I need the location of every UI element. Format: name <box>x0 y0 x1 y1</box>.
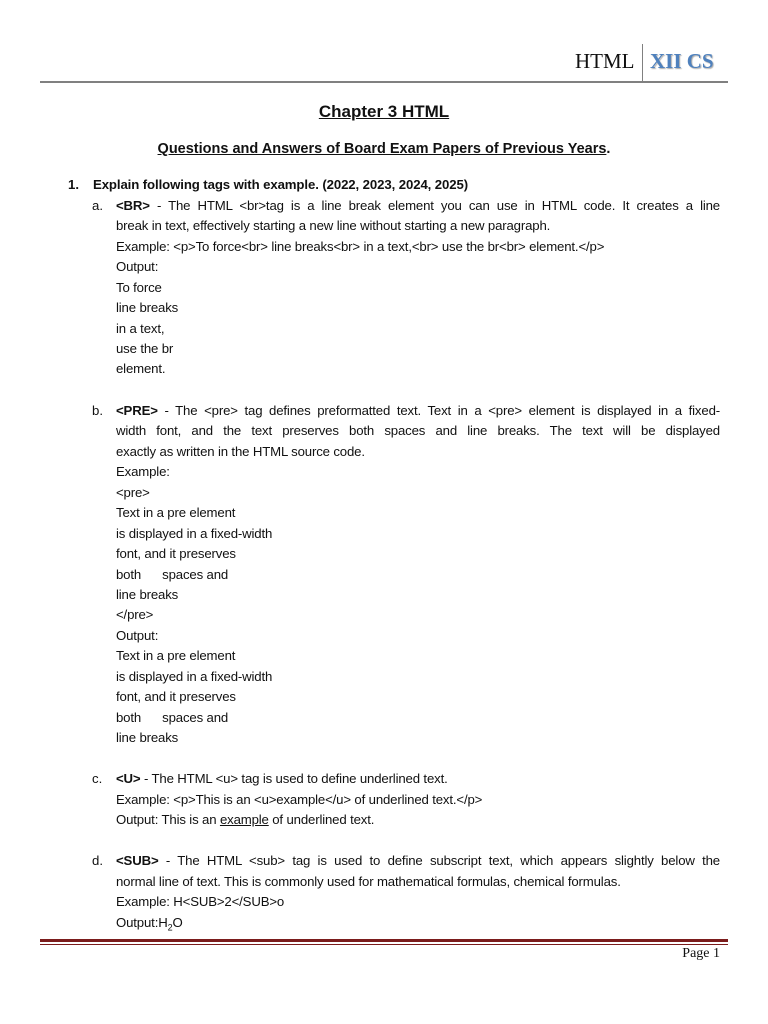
item-label: d. <box>92 853 103 868</box>
output-subscript: 2 <box>167 922 173 933</box>
item-line: Text in a pre element <box>116 505 236 520</box>
item-tag: <BR> <box>116 198 150 213</box>
item-output <box>116 810 720 830</box>
item-text: - The HTML <br>tag is a line break element you can use in HTML code. It creates a line <box>149 198 720 213</box>
item-line: Example: H<SUB>2</SUB>o <box>116 894 285 909</box>
item-line: To force <box>116 280 162 295</box>
item-label: c. <box>92 771 103 786</box>
item-line: in a text, <box>116 321 165 336</box>
item-tag: <PRE> <box>116 403 158 418</box>
header-divider <box>642 44 643 82</box>
item-text: - The <pre> tag defines preformatted text. Text in a <pre> element is displayed in a fixed- <box>157 403 720 418</box>
item-line: Example: <box>116 464 170 479</box>
item-line <box>116 196 720 216</box>
item-line: exactly as written in the HTML source code. <box>116 444 365 459</box>
item-line: Example: <p>To force<br> line breaks<br> in a text,<br> use the br<br> element.</p> <box>116 239 605 254</box>
output-prefix: Output: This is an <box>116 812 220 827</box>
question-number: 1. <box>68 177 79 192</box>
output-suffix: O <box>172 915 183 930</box>
item-line: Example: <p>This is an <u>example</u> of underlined text.</p> <box>116 792 483 807</box>
item-line: line breaks <box>116 730 179 745</box>
item-line: element. <box>116 361 166 376</box>
item-line <box>116 401 720 421</box>
item-text: - The HTML <sub> tag is used to define subscript text, which appears slightly below the <box>158 853 720 868</box>
item-line: font, and it preserves <box>116 689 236 704</box>
output-suffix: of underlined text. <box>268 812 375 827</box>
item-tag: <U> <box>116 771 141 786</box>
output-prefix: Output:H <box>116 915 168 930</box>
item-line: Output: <box>116 259 159 274</box>
item-label: a. <box>92 198 103 213</box>
item-line: <pre> <box>116 485 150 500</box>
item-tag: <SUB> <box>116 853 159 868</box>
item-line: Text in a pre element <box>116 648 236 663</box>
item-line: both spaces and <box>116 710 229 725</box>
item-line: </pre> <box>116 607 154 622</box>
item-output <box>116 913 720 938</box>
footer-rule <box>40 939 728 942</box>
item-line: width font, and the text preserves both spaces and line breaks. The text will be displayed <box>116 423 720 438</box>
footer-rule-thin <box>40 944 728 945</box>
item-line: both spaces and <box>116 567 229 582</box>
page-number: Page 1 <box>682 946 720 961</box>
subtitle-period: . <box>606 141 611 157</box>
item-line: line breaks <box>116 300 179 315</box>
subtitle-text: Questions and Answers of Board Exam Papers of Previous Years <box>157 141 607 157</box>
item-line: is displayed in a fixed-width <box>116 669 273 684</box>
question-text: Explain following tags with example. (2022, 2023, 2024, 2025) <box>93 177 469 192</box>
header-subject: HTML <box>575 49 635 73</box>
header-class: XII CS <box>650 49 714 73</box>
item-line <box>116 769 720 789</box>
item-line: line breaks <box>116 587 179 602</box>
header-rule <box>40 81 728 83</box>
output-underlined: example <box>219 812 269 827</box>
item-line: is displayed in a fixed-width <box>116 526 273 541</box>
item-line: break in text, effectively starting a new line without starting a new paragraph. <box>116 218 551 233</box>
item-line: font, and it preserves <box>116 546 236 561</box>
page-title: Chapter 3 HTML <box>318 102 450 121</box>
item-line: Output: <box>116 628 159 643</box>
item-label: b. <box>92 403 103 418</box>
item-line: use the br <box>116 341 174 356</box>
page-subtitle <box>0 141 768 157</box>
item-line <box>116 851 720 871</box>
item-line: normal line of text. This is commonly used for mathematical formulas, chemical formulas. <box>116 874 621 889</box>
item-text: - The HTML <u> tag is used to define underlined text. <box>140 771 448 786</box>
